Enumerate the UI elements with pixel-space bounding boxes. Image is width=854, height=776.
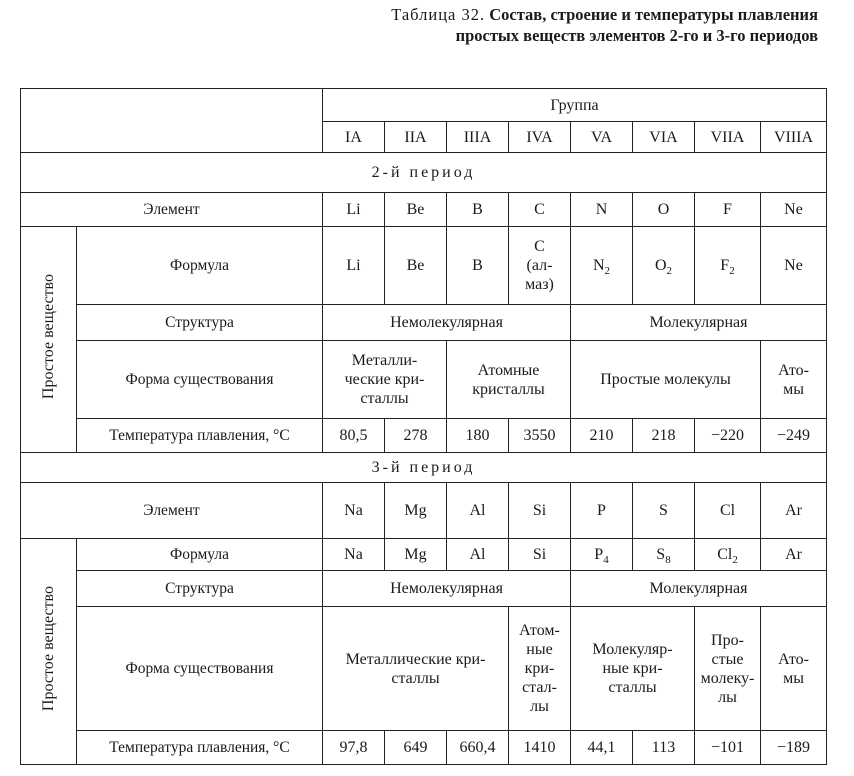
formula-cell bbox=[447, 227, 509, 305]
element-cell: Na bbox=[323, 483, 385, 539]
group-header: Группа bbox=[323, 89, 827, 122]
melting-cell: 660,4 bbox=[447, 731, 509, 765]
formula-cell bbox=[571, 227, 633, 305]
formula-base: N bbox=[592, 257, 605, 274]
formula-sub: 2 bbox=[666, 265, 673, 278]
period2-structure-label: Структура bbox=[77, 305, 323, 341]
element-cell: Al bbox=[447, 483, 509, 539]
formula-base: Mg bbox=[404, 546, 427, 563]
form-atomic-crystals: Атомные кристаллы bbox=[447, 341, 571, 419]
formula-base: Be bbox=[406, 257, 425, 274]
caption-text: Состав, строение и температуры плавления простых веществ элементов 2-го и 3-го периодов bbox=[455, 5, 818, 45]
period3-structure-label: Структура bbox=[77, 571, 323, 607]
element-cell: Mg bbox=[385, 483, 447, 539]
form-metallic-crystals: Металлические кри- сталлы bbox=[323, 607, 509, 731]
structure-molecular: Молекулярная bbox=[571, 305, 827, 341]
form-metallic-crystals: Металли- ческие кри- сталлы bbox=[323, 341, 447, 419]
formula-sub: 2 bbox=[604, 265, 611, 278]
formula-cell bbox=[447, 539, 509, 571]
melting-cell: 44,1 bbox=[571, 731, 633, 765]
element-cell: Ne bbox=[761, 193, 827, 227]
melting-cell: 97,8 bbox=[323, 731, 385, 765]
melting-cell: −249 bbox=[761, 419, 827, 453]
group-cell: IIIA bbox=[447, 122, 509, 153]
element-cell: P bbox=[571, 483, 633, 539]
period3-element-label: Элемент bbox=[21, 483, 323, 539]
melting-cell: 3550 bbox=[509, 419, 571, 453]
group-cell: IIA bbox=[385, 122, 447, 153]
formula-cell bbox=[385, 227, 447, 305]
formula-sub: 2 bbox=[732, 554, 738, 567]
element-cell: S bbox=[633, 483, 695, 539]
form-atoms: Ато- мы bbox=[761, 607, 827, 731]
formula-base: Na bbox=[344, 546, 363, 563]
formula-sub: 2 bbox=[729, 265, 735, 278]
period3-melting-label: Температура плавления, °С bbox=[77, 731, 323, 765]
period2-melting-label: Температура плавления, °С bbox=[77, 419, 323, 453]
caption-label: Таблица 32. bbox=[391, 5, 486, 24]
formula-base: Li bbox=[346, 257, 361, 274]
element-cell: Ar bbox=[761, 483, 827, 539]
melting-cell: 649 bbox=[385, 731, 447, 765]
formula-cell bbox=[323, 227, 385, 305]
element-cell: Si bbox=[509, 483, 571, 539]
element-cell: O bbox=[633, 193, 695, 227]
formula-base: Ar bbox=[785, 546, 802, 563]
element-cell: Li bbox=[323, 193, 385, 227]
elements-table bbox=[20, 88, 827, 765]
formula-cell bbox=[695, 539, 761, 571]
element-cell: Cl bbox=[695, 483, 761, 539]
structure-nonmolecular: Немолекулярная bbox=[323, 305, 571, 341]
formula-cell bbox=[633, 227, 695, 305]
structure-nonmolecular: Немолекулярная bbox=[323, 571, 571, 607]
element-cell: C bbox=[509, 193, 571, 227]
melting-cell: 113 bbox=[633, 731, 695, 765]
melting-cell: 218 bbox=[633, 419, 695, 453]
period3-title: 3-й период bbox=[21, 453, 827, 483]
form-atomic-crystals: Атом- ные кри- стал- лы bbox=[509, 607, 571, 731]
form-simple-molecules: Простые молекулы bbox=[571, 341, 761, 419]
melting-cell: 180 bbox=[447, 419, 509, 453]
simple-substance-label: Простое вещество bbox=[40, 274, 57, 400]
formula-cell bbox=[509, 539, 571, 571]
formula-cell bbox=[323, 539, 385, 571]
header-corner bbox=[21, 89, 323, 153]
formula-base: Cl bbox=[717, 546, 733, 563]
formula-base: F bbox=[720, 257, 730, 274]
melting-cell: 1410 bbox=[509, 731, 571, 765]
formula-cell bbox=[761, 227, 827, 305]
melting-cell: −220 bbox=[695, 419, 761, 453]
formula-cell bbox=[385, 539, 447, 571]
formula-cell bbox=[761, 539, 827, 571]
group-cell: VIA bbox=[633, 122, 695, 153]
group-cell: VIIA bbox=[695, 122, 761, 153]
period3-simple-substance bbox=[21, 539, 77, 765]
formula-base: Si bbox=[532, 546, 547, 563]
structure-molecular: Молекулярная bbox=[571, 571, 827, 607]
group-cell: IA bbox=[323, 122, 385, 153]
melting-cell: 210 bbox=[571, 419, 633, 453]
formula-sub: 8 bbox=[665, 554, 671, 567]
form-simple-molecules: Про- стые молеку- лы bbox=[695, 607, 761, 731]
element-cell: Be bbox=[385, 193, 447, 227]
formula-base: O bbox=[654, 257, 667, 274]
melting-cell: −101 bbox=[695, 731, 761, 765]
formula-sub: 4 bbox=[603, 554, 609, 567]
formula-base: Ne bbox=[784, 257, 803, 274]
period2-formula-label: Формула bbox=[77, 227, 323, 305]
formula-base: P bbox=[594, 546, 604, 563]
group-cell: IVA bbox=[509, 122, 571, 153]
group-cell: VIIIA bbox=[761, 122, 827, 153]
formula-base: S bbox=[656, 546, 666, 563]
period3-formula-label: Формула bbox=[77, 539, 323, 571]
period3-form-label: Форма существования bbox=[77, 607, 323, 731]
period2-simple-substance bbox=[21, 227, 77, 453]
formula-cell bbox=[509, 227, 571, 305]
period2-element-label: Элемент bbox=[21, 193, 323, 227]
formula-base: C (ал- маз) bbox=[525, 238, 554, 293]
form-atoms: Ато- мы bbox=[761, 341, 827, 419]
form-molecular-crystals: Молекуляр- ные кри- сталлы bbox=[571, 607, 695, 731]
formula-cell bbox=[633, 539, 695, 571]
element-cell: B bbox=[447, 193, 509, 227]
melting-cell: 278 bbox=[385, 419, 447, 453]
melting-cell: 80,5 bbox=[323, 419, 385, 453]
element-cell: F bbox=[695, 193, 761, 227]
formula-base: B bbox=[472, 257, 483, 274]
formula-base: Al bbox=[469, 546, 486, 563]
formula-cell bbox=[571, 539, 633, 571]
melting-cell: −189 bbox=[761, 731, 827, 765]
element-cell: N bbox=[571, 193, 633, 227]
period2-title: 2-й период bbox=[21, 153, 827, 193]
simple-substance-label: Простое вещество bbox=[40, 586, 57, 712]
table-caption bbox=[378, 4, 818, 46]
formula-cell bbox=[695, 227, 761, 305]
period2-form-label: Форма существования bbox=[77, 341, 323, 419]
group-cell: VA bbox=[571, 122, 633, 153]
